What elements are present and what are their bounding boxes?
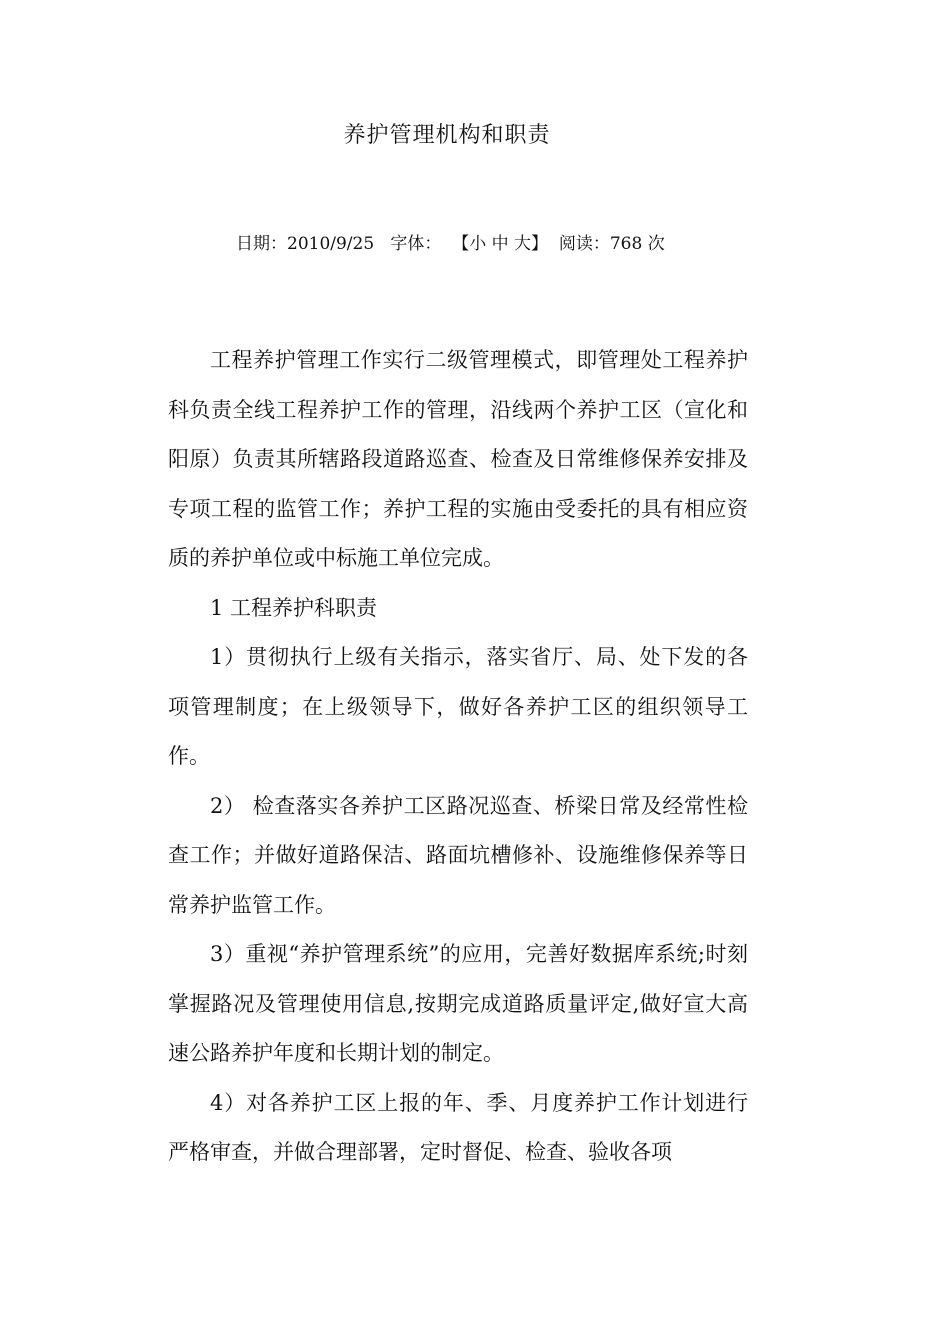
paragraph-duty-3: 3）重视“养护管理系统”的应用，完善好数据库系统;时刻掌握路况及管理使用信息,按期完成道路质量评定,做好宣大高速公路养护年度和长期计划的制定。 bbox=[168, 942, 748, 1065]
views-count: 768 bbox=[609, 234, 643, 254]
article-body bbox=[168, 336, 748, 1178]
paragraph-duty-1: 1）贯彻执行上级有关指示，落实省厅、局、处下发的各项管理制度；在上级领导下，做好各养护工区的组织领导工作。 bbox=[168, 645, 748, 768]
font-size-options[interactable]: 【小 中 大】 bbox=[452, 234, 549, 254]
article-meta bbox=[236, 229, 665, 254]
date-label: 日期： bbox=[236, 234, 287, 254]
views-unit: 次 bbox=[647, 234, 665, 254]
paragraph-intro: 工程养护管理工作实行二级管理模式，即管理处工程养护科负责全线工程养护工作的管理，沿线两个养护工区（宣化和阳原）负责其所辖路段道路巡查、检查及日常维修保养安排及专项工程的监管工作；养护工程的实施由受委托的具有相应资质的养护单位或中标施工单位完成。 bbox=[168, 348, 748, 570]
paragraph-duty-2: 2） 检查落实各养护工区路况巡查、桥梁日常及经常性检查工作；并做好道路保洁、路面坑槽修补、设施维修保养等日常养护监管工作。 bbox=[168, 793, 748, 917]
paragraph-duty-4: 4）对各养护工区上报的年、季、月度养护工作计划进行严格审查，并做合理部署，定时督促、检查、验收各项 bbox=[168, 1090, 748, 1164]
font-size-label: 字体： bbox=[390, 234, 442, 254]
views-label: 阅读： bbox=[558, 234, 610, 254]
page-title: 养护管理机构和职责 bbox=[343, 123, 551, 148]
date-value: 2010/9/25 bbox=[287, 234, 375, 254]
section-heading: 1 工程养护科职责 bbox=[210, 595, 378, 620]
